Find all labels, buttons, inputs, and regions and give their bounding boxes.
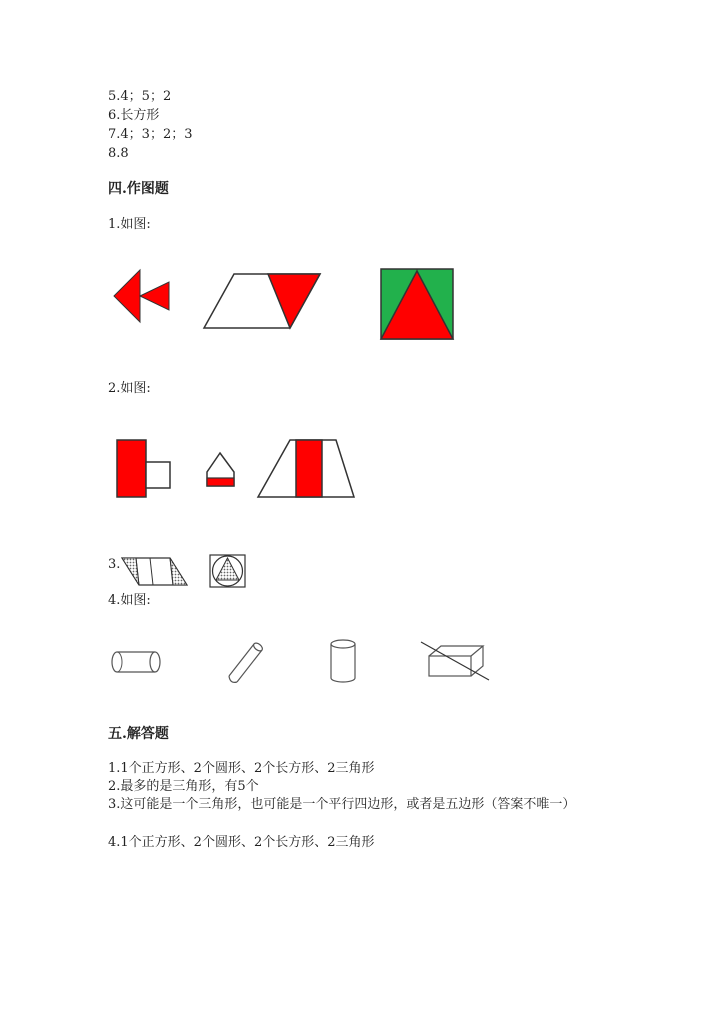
parallelogram-triangle-figure [202, 272, 326, 332]
q2-label: 2.如图: [108, 381, 151, 396]
upright-cylinder-figure [327, 636, 361, 686]
square-triangle-figure [379, 267, 457, 343]
answer-6: 6.长方形 [108, 108, 160, 123]
rect-with-square-figure [115, 438, 175, 500]
horizontal-cylinder-figure [111, 648, 163, 676]
answer-7: 7.4；3；2；3 [108, 127, 193, 142]
section-5-answer-4: 4.1个正方形、2个圆形、2个长方形、2三角形 [108, 835, 375, 850]
q4-label: 4.如图: [108, 593, 151, 608]
section-5-answer-1: 1.1个正方形、2个圆形、2个长方形、2三角形 [108, 761, 375, 776]
section-5-title: 五.解答题 [108, 726, 169, 742]
section-4-title: 四.作图题 [108, 181, 169, 197]
trapezoid-figure [256, 438, 358, 500]
square-circle-triangle-figure [208, 553, 248, 589]
section-5-answer-3: 3.这可能是一个三角形，也可能是一个平行四边形，或者是五边形（答案不唯一） [108, 797, 576, 812]
answer-8: 8.8 [108, 146, 129, 161]
section-5-answer-2: 2.最多的是三角形，有5个 [108, 779, 259, 794]
q3-label: 3. [108, 557, 121, 572]
cuboid-with-line-figure [419, 640, 493, 682]
hatched-parallelogram-figure [120, 555, 190, 589]
double-arrow-figure [112, 262, 174, 328]
tilted-cylinder-figure [224, 639, 268, 685]
q1-label: 1.如图: [108, 217, 151, 232]
pentagon-figure [204, 450, 238, 490]
answer-5: 5.4；5；2 [108, 89, 172, 104]
